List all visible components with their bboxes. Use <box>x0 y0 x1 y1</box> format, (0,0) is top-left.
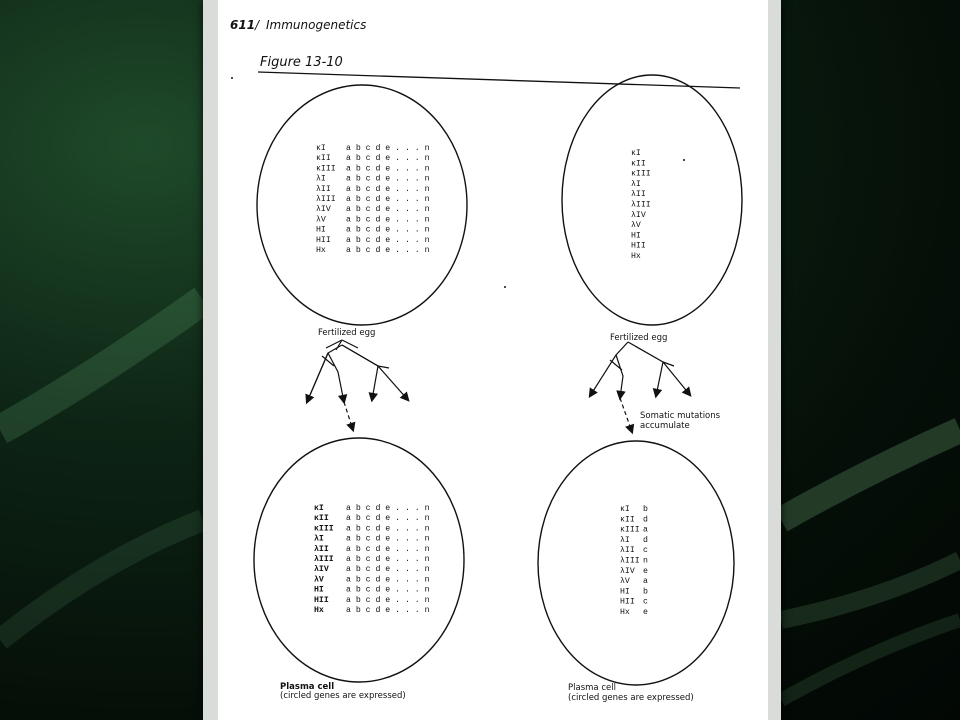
left-plasma-gene-sequence: a b c d e . . . n <box>346 534 430 544</box>
left-egg-gene-name: κII <box>316 154 331 164</box>
left-plasma-gene-sequence: a b c d e . . . n <box>346 585 430 595</box>
right-plasma-gene-name: Hx <box>620 608 630 617</box>
right-plasma-gene-name: HII <box>620 597 635 607</box>
left-egg-gene-list <box>316 143 430 255</box>
chapter-title: Immunogenetics <box>266 18 367 32</box>
right-plasma-expressed-letter: c <box>643 597 648 607</box>
left-plasma-gene-name: λV <box>314 575 324 585</box>
left-egg-gene-name: HI <box>316 225 326 235</box>
header-separator: / <box>255 18 260 32</box>
left-plasma-gene-sequence: a b c d e . . . n <box>346 575 430 585</box>
mutation-label-line1: Somatic mutations <box>640 411 721 421</box>
scanned-page <box>218 0 768 720</box>
left-plasma-gene-sequence: a b c d e . . . n <box>346 595 430 605</box>
right-plasma-expressed-letter: e <box>643 566 648 576</box>
right-egg-gene-name: HI <box>631 231 641 241</box>
left-plasma-gene-sequence: a b c d e . . . n <box>346 544 430 554</box>
right-egg-gene-name: λIV <box>631 210 646 220</box>
left-plasma-gene-name: κIII <box>314 524 334 534</box>
left-plasma-gene-name: λI <box>314 534 324 544</box>
right-plasma-gene-name: λI <box>620 535 630 545</box>
right-plasma-expressed-letter: a <box>643 525 648 535</box>
left-egg-gene-sequence: a b c d e . . . n <box>346 174 430 184</box>
left-egg-gene-name: κIII <box>316 164 336 174</box>
left-egg-gene-name: λIII <box>316 195 336 204</box>
left-plasma-gene-name: κII <box>314 514 329 524</box>
right-plasma-gene-name: HI <box>620 587 630 597</box>
fertilized-egg-right-cell <box>562 75 742 325</box>
figure-title: Figure 13-10 <box>260 55 343 70</box>
right-plasma-gene-name: λIV <box>620 566 635 576</box>
left-egg-gene-sequence: a b c d e . . . n <box>346 205 430 215</box>
right-egg-gene-list <box>631 149 651 261</box>
right-plasma-gene-name: κIII <box>620 525 640 535</box>
right-egg-gene-name: λI <box>631 179 641 189</box>
right-egg-gene-name: κIII <box>631 169 651 179</box>
mutation-label-line2: accumulate <box>640 421 690 431</box>
left-egg-gene-sequence: a b c d e . . . n <box>346 225 430 235</box>
right-plasma-expressed-letter: c <box>643 546 648 556</box>
right-egg-gene-name: Hx <box>631 252 641 261</box>
right-plasma-expressed-letter: a <box>643 577 648 587</box>
figure-diagram <box>218 0 768 720</box>
left-egg-gene-sequence: a b c d e . . . n <box>346 195 430 204</box>
right-plasma-expressed-letter: n <box>643 556 648 566</box>
right-egg-gene-name: HII <box>631 241 646 251</box>
right-egg-label: Fertilized egg <box>610 333 668 343</box>
left-plasma-gene-list <box>314 503 430 615</box>
left-plasma-gene-name: HII <box>314 595 329 605</box>
right-plasma-gene-name: κI <box>620 505 630 514</box>
left-plasma-gene-sequence: a b c d e . . . n <box>346 504 430 513</box>
right-plasma-gene-name: λIII <box>620 556 640 566</box>
right-plasma-label-line1: Plasma cell <box>568 683 616 693</box>
left-egg-gene-name: λI <box>316 174 326 184</box>
left-plasma-gene-sequence: a b c d e . . . n <box>346 524 430 534</box>
left-egg-gene-sequence: a b c d e . . . n <box>346 246 430 255</box>
left-plasma-gene-name: HI <box>314 585 324 595</box>
left-plasma-gene-sequence: a b c d e . . . n <box>346 514 430 524</box>
left-egg-gene-sequence: a b c d e . . . n <box>346 184 430 194</box>
left-egg-gene-name: λII <box>316 184 331 194</box>
left-egg-gene-sequence: a b c d e . . . n <box>346 144 430 153</box>
left-plasma-gene-name: λIII <box>314 555 334 564</box>
right-egg-gene-name: κII <box>631 159 646 169</box>
right-plasma-label-line2: (circled genes are expressed) <box>568 693 694 703</box>
right-plasma-expressed-letter: b <box>643 587 648 597</box>
left-egg-gene-sequence: a b c d e . . . n <box>346 235 430 245</box>
left-egg-label: Fertilized egg <box>318 328 376 338</box>
right-egg-gene-name: λIII <box>631 200 651 210</box>
left-plasma-label-line2: (circled genes are expressed) <box>280 691 406 701</box>
right-plasma-gene-name: κII <box>620 515 635 525</box>
left-egg-gene-name: λIV <box>316 205 331 215</box>
left-egg-gene-name: λV <box>316 215 326 225</box>
left-plasma-gene-name: Hx <box>314 606 324 615</box>
right-egg-gene-name: λII <box>631 190 646 200</box>
right-plasma-gene-name: λII <box>620 546 635 556</box>
left-plasma-gene-name: κI <box>314 504 324 513</box>
left-plasma-gene-sequence: a b c d e . . . n <box>346 606 430 615</box>
left-egg-gene-name: Hx <box>316 246 326 255</box>
left-egg-gene-name: κI <box>316 144 326 153</box>
right-plasma-expressed-letter: e <box>643 608 648 617</box>
right-plasma-gene-list <box>620 504 648 617</box>
right-egg-gene-name: κI <box>631 149 641 158</box>
left-egg-gene-sequence: a b c d e . . . n <box>346 215 430 225</box>
left-egg-gene-sequence: a b c d e . . . n <box>346 164 430 174</box>
left-plasma-gene-name: λII <box>314 544 329 554</box>
right-plasma-expressed-letter: d <box>643 515 648 525</box>
header-rule <box>258 72 740 88</box>
left-plasma-gene-sequence: a b c d e . . . n <box>346 555 430 564</box>
left-plasma-gene-sequence: a b c d e . . . n <box>346 565 430 575</box>
left-lineage-tree <box>307 340 408 430</box>
right-plasma-expressed-letter: b <box>643 505 648 514</box>
right-plasma-expressed-letter: d <box>643 535 648 545</box>
page-number: 611 <box>230 18 256 32</box>
left-egg-gene-name: HII <box>316 235 331 245</box>
right-plasma-gene-name: λV <box>620 577 630 587</box>
left-plasma-label-line1: Plasma cell <box>280 682 335 692</box>
left-plasma-gene-name: λIV <box>314 565 329 575</box>
left-egg-gene-sequence: a b c d e . . . n <box>346 154 430 164</box>
right-egg-gene-name: λV <box>631 221 641 231</box>
